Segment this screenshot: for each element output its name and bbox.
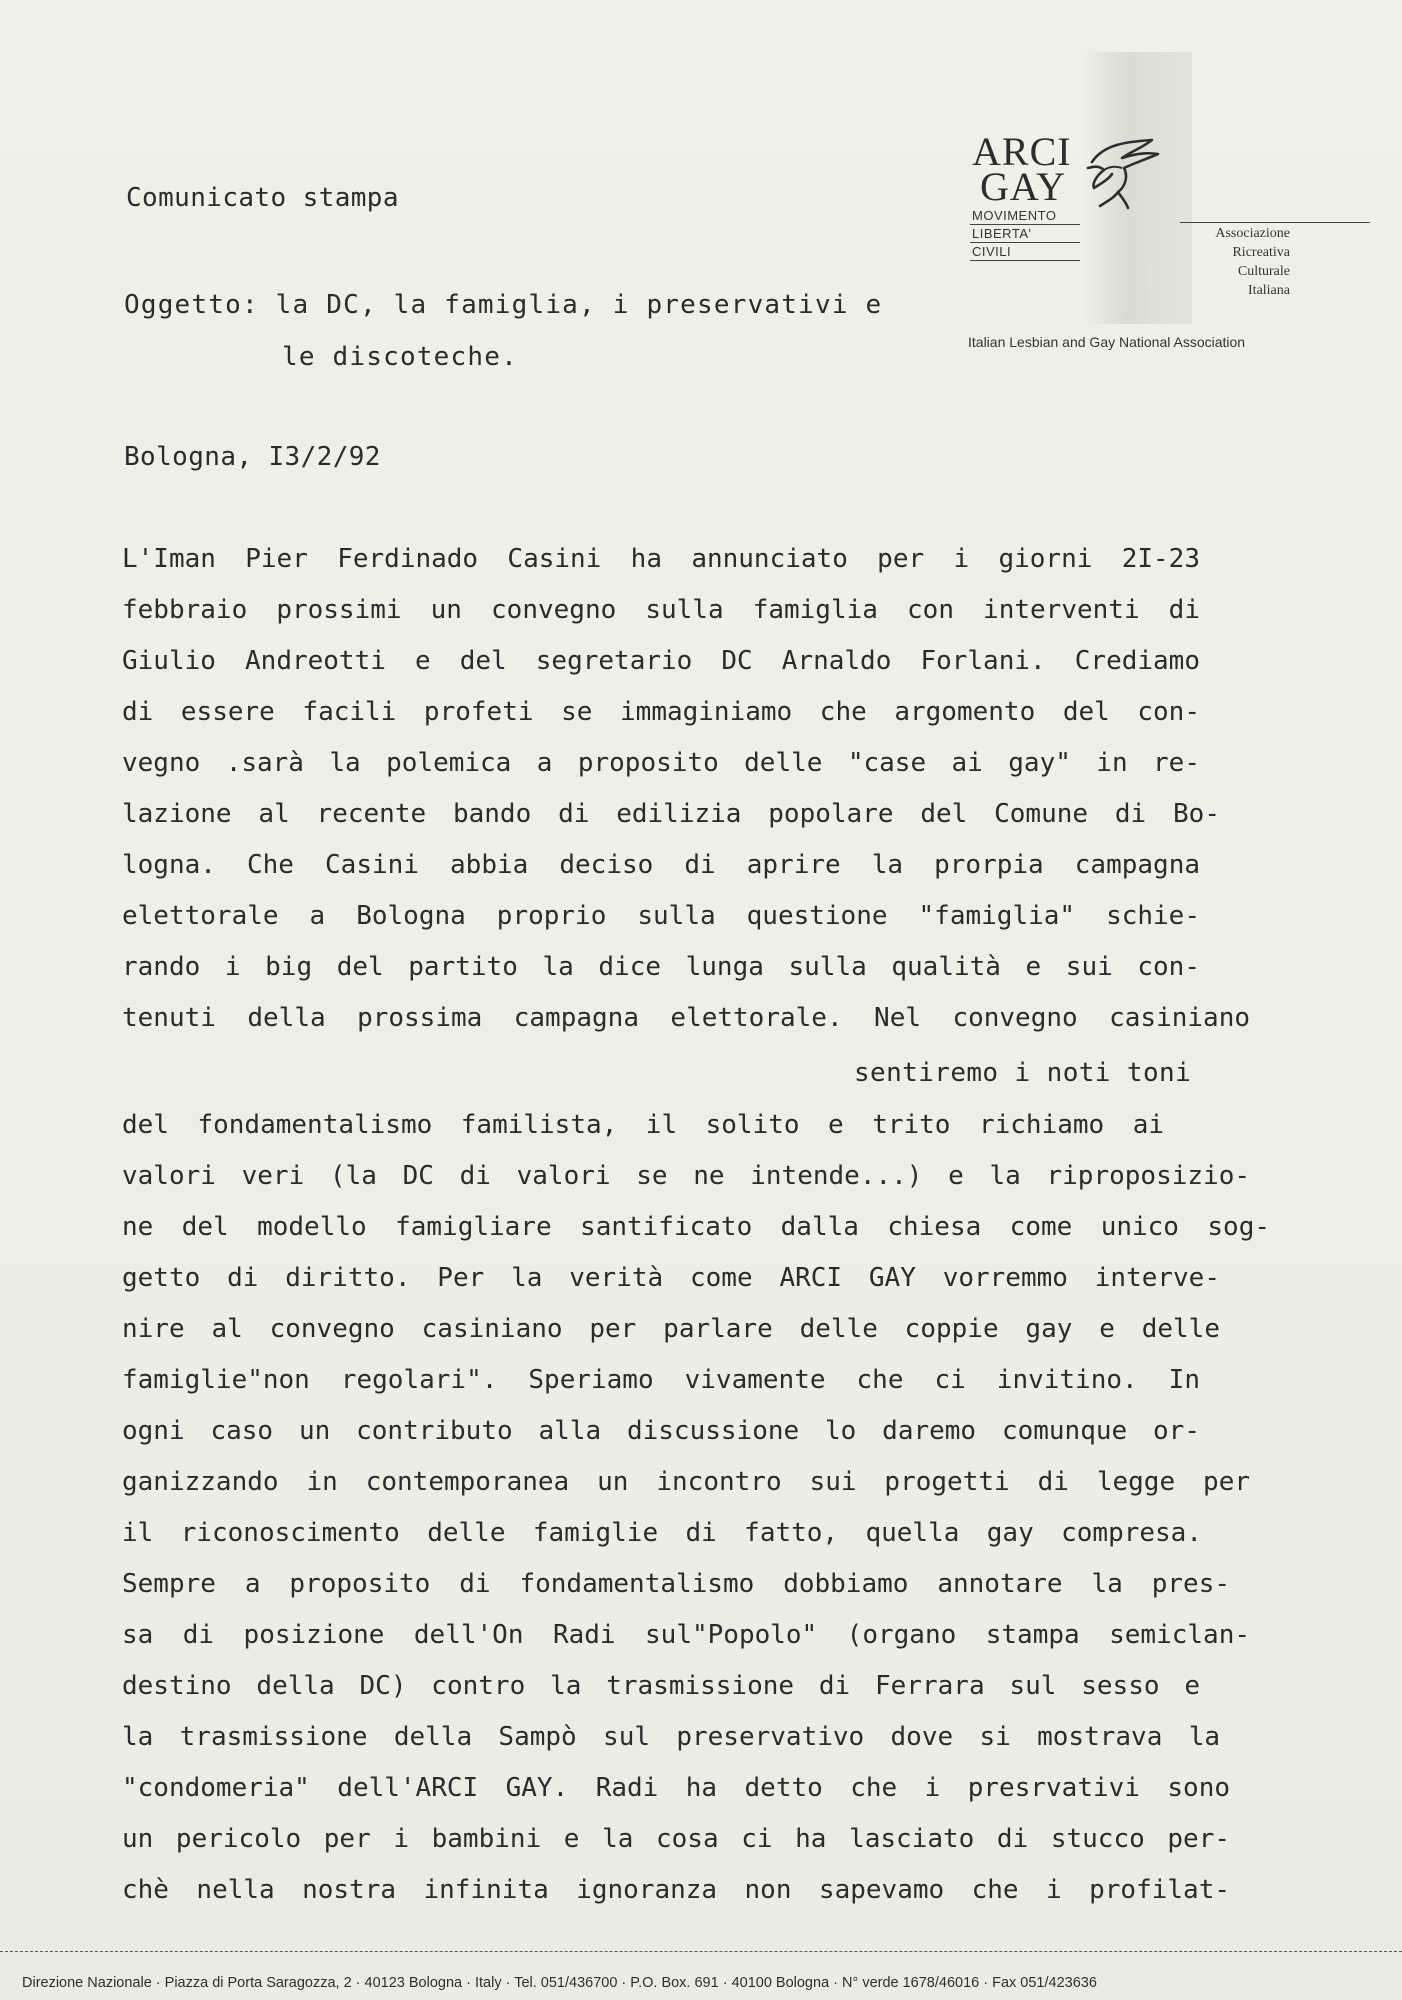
body-line: Sempre a proposito di fondamentalismo dobbiamo annotare la pres- (122, 1569, 1230, 1599)
body-line: destino della DC) contro la trasmissione di Ferrara sul sesso e (122, 1671, 1200, 1701)
body-line: famiglie"non regolari". Speriamo vivamente che ci invitino. In (122, 1365, 1200, 1395)
subject-line-2: le discoteche. (282, 342, 518, 372)
movement-line-3: CIVILI (972, 244, 1012, 259)
document-title: Comunicato stampa (126, 183, 399, 213)
movement-line-1: MOVIMENTO (972, 208, 1057, 223)
subject-line-1: Oggetto: la DC, la famiglia, i preservativi e (124, 290, 883, 320)
body-line: lazione al recente bando di edilizia popolare del Comune di Bo- (122, 799, 1220, 829)
movement-rule-1 (970, 224, 1080, 225)
body-line: sa di posizione dell'On Radi sul"Popolo" (organo stampa semiclan- (122, 1620, 1250, 1650)
body-line: rando i big del partito la dice lunga sulla qualità e sui con- (122, 952, 1200, 982)
body-line: getto di diritto. Per la verità come ARCI GAY vorremmo interve- (122, 1263, 1220, 1293)
body-line: valori veri (la DC di valori se ne intende...) e la riproposizio- (122, 1161, 1250, 1191)
body-line: ne del modello famigliare santificato dalla chiesa come unico sog- (122, 1212, 1270, 1242)
association-line-3: Culturale (1237, 264, 1290, 279)
body-line: L'Iman Pier Ferdinado Casini ha annunciato per i giorni 2I-23 (122, 544, 1200, 574)
body-line: elettorale a Bologna proprio sulla questione "famiglia" schie- (122, 901, 1200, 931)
movement-rule-3 (970, 260, 1080, 261)
footer-address: Direzione Nazionale · Piazza di Porta Saragozza, 2 · 40123 Bologna · Italy · Tel. 051/436700 · P.O. Box. 691 · 40100 Bologna · N° verde 1678/46016 · Fax 051/423636 (22, 1975, 1097, 1991)
association-rule (1180, 222, 1370, 223)
body-line: ganizzando in contemporanea un incontro sui progetti di legge per (122, 1467, 1250, 1497)
association-line-1: Associazione (1215, 226, 1290, 241)
body-line: il riconoscimento delle famiglie di fatto, quella gay compresa. (122, 1518, 1202, 1548)
body-line: tenuti della prossima campagna elettorale. Nel convegno casiniano (122, 1003, 1250, 1033)
body-line: un pericolo per i bambini e la cosa ci ha lasciato di stucco per- (122, 1824, 1230, 1854)
movement-rule-2 (970, 242, 1080, 243)
body-line: di essere facili profeti se immaginiamo che argomento del con- (122, 697, 1200, 727)
dateline: Bologna, I3/2/92 (124, 442, 381, 472)
body-line: chè nella nostra infinita ignoranza non sapevamo che i profilat- (122, 1875, 1230, 1905)
association-line-4: Italiana (1248, 283, 1290, 298)
logo-arci: ARCI (972, 129, 1072, 174)
body-line: febbraio prossimi un convegno sulla famiglia con interventi di (122, 595, 1200, 625)
body-line: del fondamentalismo familista, il solito e trito richiamo ai (122, 1110, 1164, 1140)
letterhead-tagline: Italian Lesbian and Gay National Association (968, 334, 1246, 350)
association-line-2: Ricreativa (1232, 245, 1290, 260)
body-line: Giulio Andreotti e del segretario DC Arnaldo Forlani. Crediamo (122, 646, 1200, 676)
winged-horse-icon (1082, 136, 1164, 210)
body-line: vegno .sarà la polemica a proposito delle "case ai gay" in re- (122, 748, 1200, 778)
body-line: nire al convegno casiniano per parlare delle coppie gay e delle (122, 1314, 1220, 1344)
body-line: sentiremo i noti toni (854, 1058, 1192, 1088)
body-line: logna. Che Casini abbia deciso di aprire la prorpia campagna (122, 850, 1200, 880)
body-line: la trasmissione della Sampò sul preservativo dove si mostrava la (122, 1722, 1220, 1752)
movement-line-2: LIBERTA' (972, 226, 1032, 241)
body-line: ogni caso un contributo alla discussione lo daremo comunque or- (122, 1416, 1200, 1446)
body-line: "condomeria" dell'ARCI GAY. Radi ha detto che i presrvativi sono (122, 1773, 1230, 1803)
logo-gay: GAY (980, 164, 1066, 209)
footer-rule (0, 1951, 1402, 1952)
